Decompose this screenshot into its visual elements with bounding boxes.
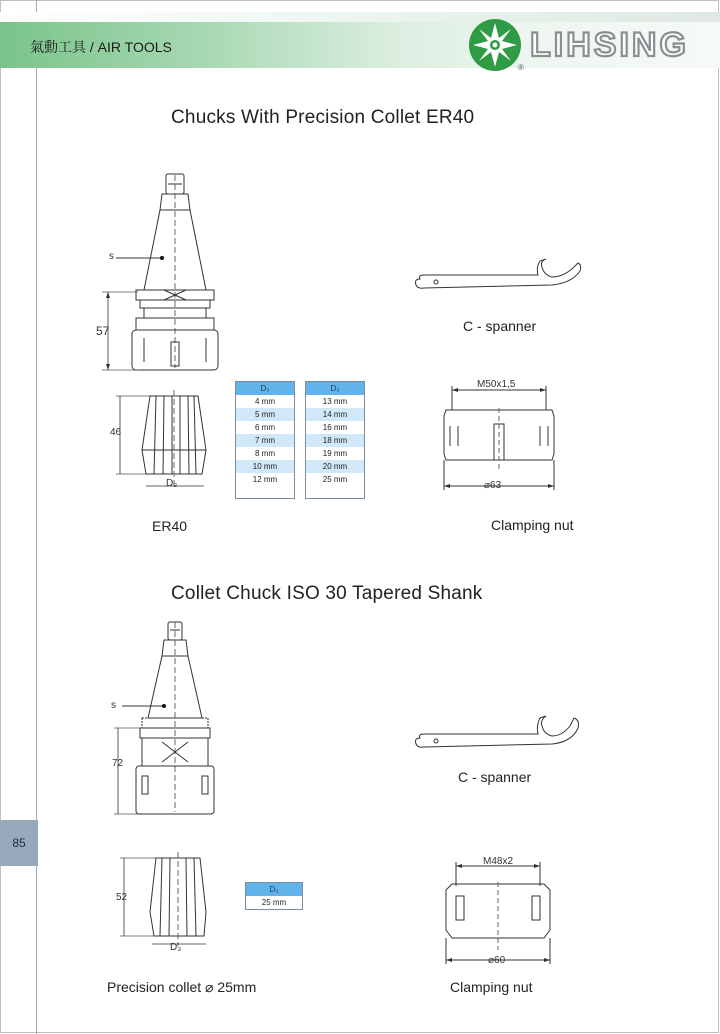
clamping-nut-diameter-2: ⌀60	[488, 955, 506, 966]
er40-size-table-1	[235, 381, 295, 499]
er40-collet-drawing	[110, 390, 220, 490]
table-row: 5 mm	[236, 408, 294, 421]
header-top-band	[0, 12, 720, 22]
table-row: 16 mm	[322, 423, 348, 432]
table-row: 18 mm	[306, 434, 364, 447]
iso30-s-label: s	[111, 700, 116, 711]
er40-size-table-2	[305, 381, 365, 499]
table-header: D₃	[246, 883, 302, 896]
section1-title: Chucks With Precision Collet ER40	[171, 107, 475, 128]
clamping-nut-label-1: Clamping nut	[491, 517, 574, 533]
lihsing-logo-icon	[468, 18, 522, 72]
lihsing-wordmark	[518, 24, 696, 72]
table-row: 7 mm	[236, 434, 294, 447]
table-row: 8 mm	[255, 449, 275, 458]
table-row: 25 mm	[322, 475, 348, 484]
c-spanner-drawing-1	[412, 255, 588, 295]
clamping-nut-label-2: Clamping nut	[450, 979, 533, 995]
registered-mark: ®	[518, 63, 524, 72]
iso30-height-dimension: 72	[112, 758, 124, 769]
iso30-chuck-drawing	[106, 620, 236, 820]
table-row: 4 mm	[255, 397, 275, 406]
er40-chuck-drawing	[96, 170, 236, 380]
table-header: D₃	[236, 382, 294, 395]
table-row: 12 mm	[252, 475, 278, 484]
er40-collet-height: 46	[110, 427, 122, 438]
precision-collet-height: 52	[116, 892, 128, 903]
margin-line	[36, 0, 37, 1034]
table-row: 6 mm	[255, 423, 275, 432]
clamping-nut-diameter-1: ⌀63	[484, 480, 502, 491]
page-number: 85	[0, 820, 38, 866]
er40-collet-label: ER40	[152, 518, 188, 534]
clamping-nut-drawing-2	[438, 858, 558, 968]
precision-collet-size-table	[245, 882, 303, 910]
table-row: 19 mm	[322, 449, 348, 458]
header-category: 氣動工具 / AIR TOOLS	[30, 39, 172, 55]
table-row: 25 mm	[261, 898, 287, 907]
er40-height-dimension: 57	[96, 324, 110, 338]
table-header: D₃	[306, 382, 364, 395]
table-row: 13 mm	[322, 397, 348, 406]
table-row: 10 mm	[236, 460, 294, 473]
section2-title: Collet Chuck ISO 30 Tapered Shank	[171, 583, 483, 604]
precision-collet-drawing	[114, 852, 224, 956]
c-spanner-label-2: C - spanner	[458, 769, 532, 785]
precision-collet-diameter: D₃	[170, 942, 182, 953]
table-row: 20 mm	[306, 460, 364, 473]
clamping-nut-thread-2: M48x2	[483, 856, 514, 867]
c-spanner-drawing-2	[412, 714, 588, 756]
precision-collet-label: Precision collet ⌀ 25mm	[107, 979, 257, 995]
er40-collet-diameter: D₃	[166, 478, 178, 489]
brand-text: LIHSING	[530, 26, 689, 64]
er40-s-label: s	[109, 251, 114, 262]
table-row: 14 mm	[306, 408, 364, 421]
clamping-nut-drawing-1	[436, 380, 562, 492]
clamping-nut-thread-1: M50x1,5	[477, 379, 516, 390]
c-spanner-label-1: C - spanner	[463, 318, 537, 334]
